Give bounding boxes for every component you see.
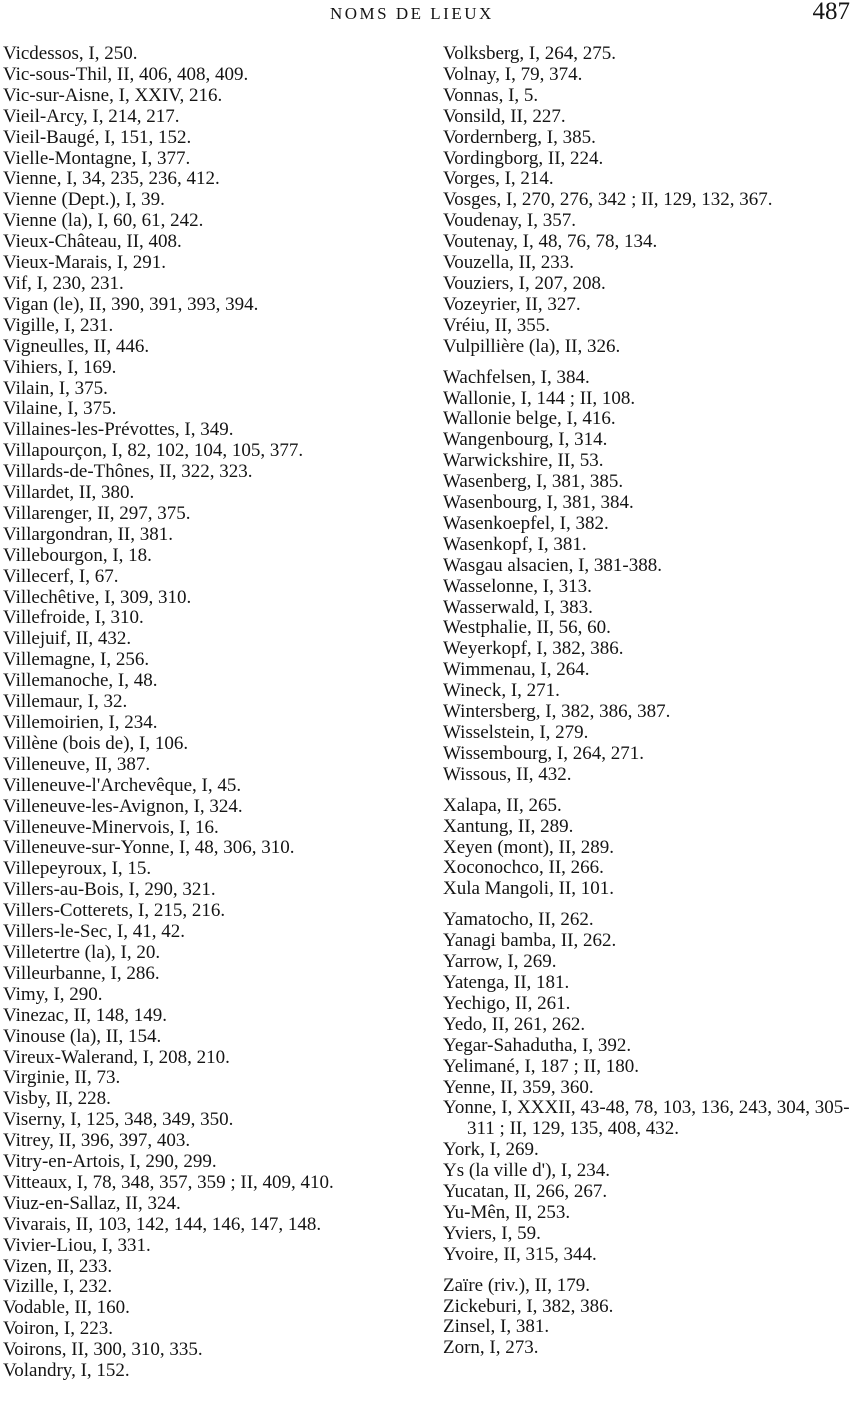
index-entry: Wasenkopf, I, 381. <box>443 533 587 555</box>
index-entry: Villeneuve-Minervois, I, 16. <box>3 816 219 838</box>
index-entry: Yedo, II, 261, 262. <box>443 1013 586 1035</box>
index-entry: Wangenbourg, I, 314. <box>443 429 608 451</box>
index-entry: Wisselstein, I, 279. <box>443 722 589 743</box>
index-entry: Villechêtive, I, 309, 310. <box>3 586 192 608</box>
page-number: 487 <box>812 0 850 25</box>
index-entry: Villejuif, II, 432. <box>3 628 132 650</box>
index-entry: Volnay, I, 79, 374. <box>443 63 583 85</box>
index-entry: Vivier-Liou, I, 331. <box>3 1234 151 1256</box>
index-entry: Vitry-en-Artois, I, 290, 299. <box>3 1151 217 1173</box>
index-entry: Villeneuve-l'Archevêque, I, 45. <box>3 774 242 796</box>
index-entry: Villeneuve, II, 387. <box>3 753 151 775</box>
index-entry: Vilain, I, 375. <box>3 377 108 399</box>
index-entry: Villène (bois de), I, 106. <box>3 732 189 754</box>
index-entry: Villers-Cotterets, I, 215, 216. <box>3 900 226 922</box>
index-entry: Vieil-Baugé, I, 151, 152. <box>3 126 192 148</box>
index-entry: Vif, I, 230, 231. <box>3 272 124 294</box>
index-entry: Wallonie belge, I, 416. <box>443 408 616 430</box>
index-entry: Wimmenau, I, 264. <box>443 659 590 681</box>
index-entry: Vic-sur-Aisne, I, XXIV, 216. <box>3 84 223 106</box>
index-entry: Yarrow, I, 269. <box>443 951 557 973</box>
index-entry: York, I, 269. <box>443 1139 539 1161</box>
index-entry: Vireux-Walerand, I, 208, 210. <box>3 1046 230 1068</box>
index-entry: Vorges, I, 214. <box>443 168 554 190</box>
index-entry: Vordernberg, I, 385. <box>443 126 596 148</box>
index-entry: Villapourçon, I, 82, 102, 104, 105, 377. <box>3 440 304 462</box>
index-entry: Vienne, I, 34, 235, 236, 412. <box>3 168 220 190</box>
index-entry: Xula Mangoli, II, 101. <box>443 878 614 900</box>
index-entry: Vilaine, I, 375. <box>3 398 117 420</box>
index-entry: Wachfelsen, I, 384. <box>443 366 590 388</box>
index-entry: Vigneulles, II, 446. <box>3 335 150 357</box>
index-entry: Villefroide, I, 310. <box>3 607 144 629</box>
index-entry: Ys (la ville d'), I, 234. <box>443 1160 611 1182</box>
index-entry: Yenne, II, 359, 360. <box>443 1076 594 1098</box>
index-entry: Vizille, I, 232. <box>3 1276 113 1298</box>
index-entry: Villargondran, II, 381. <box>3 523 173 545</box>
index-entry: Vonnas, I, 5. <box>443 84 539 106</box>
index-entry: Wasenbourg, I, 381, 384. <box>443 492 634 514</box>
index-entry: Villers-au-Bois, I, 290, 321. <box>3 879 216 901</box>
index-entry: Villers-le-Sec, I, 41, 42. <box>3 921 185 943</box>
index-entry: Villemagne, I, 256. <box>3 649 150 671</box>
index-entry: Vitrey, II, 396, 397, 403. <box>3 1130 191 1152</box>
index-entry: Yanagi bamba, II, 262. <box>443 930 617 952</box>
running-head: NOMS DE LIEUX <box>330 4 494 23</box>
index-entry: Wasselonne, I, 313. <box>443 575 592 597</box>
index-entry: Vivarais, II, 103, 142, 144, 146, 147, 148. <box>3 1213 322 1235</box>
index-entry: Yechigo, II, 261. <box>443 992 571 1014</box>
index-entry: Vieux-Marais, I, 291. <box>3 252 166 274</box>
index-entry: Vihiers, I, 169. <box>3 356 117 378</box>
index-entry: Voudenay, I, 357. <box>443 210 576 232</box>
index-entry: Wineck, I, 271. <box>443 680 560 702</box>
index-column-left <box>3 44 428 1382</box>
index-entry: Vosges, I, 270, 276, 342 ; II, 129, 132, 367. <box>443 189 773 211</box>
index-entry: Vizen, II, 233. <box>3 1255 113 1277</box>
index-entry: Vigille, I, 231. <box>3 314 114 336</box>
index-entry: Villards-de-Thônes, II, 322, 323. <box>3 461 253 483</box>
index-entry: Vielle-Montagne, I, 377. <box>3 147 191 169</box>
index-entry: Villemanoche, I, 48. <box>3 670 158 692</box>
index-entry: Vienne (la), I, 60, 61, 242. <box>3 210 204 232</box>
index-entry: Vimy, I, 290. <box>3 983 103 1005</box>
index-entry: Zickeburi, I, 382, 386. <box>443 1295 614 1317</box>
index-entry: Virginie, II, 73. <box>3 1067 121 1089</box>
index-entry: Villeneuve-sur-Yonne, I, 48, 306, 310. <box>3 837 295 859</box>
index-entry: Vitteaux, I, 78, 348, 357, 359 ; II, 409, 410. <box>3 1171 334 1193</box>
index-entry: Wallonie, I, 144 ; II, 108. <box>443 387 636 409</box>
index-entry: Vienne (Dept.), I, 39. <box>3 189 165 211</box>
index-entry: Vieux-Château, II, 408. <box>3 231 182 253</box>
index-entry: Vouzella, II, 233. <box>443 252 575 274</box>
index-entry: Vréiu, II, 355. <box>443 314 551 336</box>
index-entry: Villecerf, I, 67. <box>3 565 119 587</box>
index-entry: Yonne, I, XXXII, 43-48, 78, 103, 136, 243, 304, 305-311 ; II, 129, 135, 408, 432. <box>443 1097 850 1140</box>
index-entry: Volandry, I, 152. <box>3 1360 130 1382</box>
index-entry: Wissembourg, I, 264, 271. <box>443 742 645 764</box>
index-entry: Villeneuve-les-Avignon, I, 324. <box>3 795 243 817</box>
index-entry: Zorn, I, 273. <box>443 1337 539 1359</box>
index-entry: Vozeyrier, II, 327. <box>443 293 581 315</box>
index-entry: Viserny, I, 125, 348, 349, 350. <box>3 1109 234 1131</box>
index-entry: Visby, II, 228. <box>3 1088 111 1110</box>
index-entry: Villardet, II, 380. <box>3 482 135 504</box>
index-entry: Vinouse (la), II, 154. <box>3 1025 162 1047</box>
index-entry: Xantung, II, 289. <box>443 815 574 837</box>
index-column-right <box>443 44 856 1359</box>
index-entry: Vieil-Arcy, I, 214, 217. <box>3 105 180 127</box>
index-entry: Voirons, II, 300, 310, 335. <box>3 1339 203 1361</box>
index-entry: Wasenkoepfel, I, 382. <box>443 512 609 534</box>
index-entry: Vicdessos, I, 250. <box>3 43 138 64</box>
index-entry: Villebourgon, I, 18. <box>3 544 152 566</box>
index-entry: Vouziers, I, 207, 208. <box>443 272 606 294</box>
index-entry: Vulpillière (la), II, 326. <box>443 335 621 357</box>
index-entry: Voiron, I, 223. <box>3 1318 113 1340</box>
index-entry: Warwickshire, II, 53. <box>443 450 604 472</box>
index-entry: Yegar-Sahadutha, I, 392. <box>443 1034 632 1056</box>
index-entry: Vodable, II, 160. <box>3 1297 130 1319</box>
index-entry: Weyerkopf, I, 382, 386. <box>443 638 624 660</box>
index-entry: Villepeyroux, I, 15. <box>3 858 152 880</box>
index-entry: Villetertre (la), I, 20. <box>3 941 161 963</box>
index-entry: Villaines-les-Prévottes, I, 349. <box>3 419 234 441</box>
index-entry: Yviers, I, 59. <box>443 1222 541 1244</box>
index-entry: Vic-sous-Thil, II, 406, 408, 409. <box>3 63 249 85</box>
index-entry: Zinsel, I, 381. <box>443 1316 550 1338</box>
index-entry: Wasenberg, I, 381, 385. <box>443 471 624 493</box>
index-entry: Villemaur, I, 32. <box>3 691 128 713</box>
index-entry: Vordingborg, II, 224. <box>443 147 604 169</box>
index-entry: Xalapa, II, 265. <box>443 794 562 816</box>
index-entry: Yatenga, II, 181. <box>443 971 570 993</box>
index-entry: Vinezac, II, 148, 149. <box>3 1004 167 1026</box>
index-entry: Voutenay, I, 48, 76, 78, 134. <box>443 231 658 253</box>
index-entry: Yucatan, II, 266, 267. <box>443 1181 608 1203</box>
index-entry: Villemoirien, I, 234. <box>3 712 158 733</box>
index-entry: Westphalie, II, 56, 60. <box>443 617 611 639</box>
index-entry: Wintersberg, I, 382, 386, 387. <box>443 701 671 723</box>
index-entry: Volksberg, I, 264, 275. <box>443 43 616 64</box>
index-entry: Vigan (le), II, 390, 391, 393, 394. <box>3 293 259 315</box>
index-entry: Yelimané, I, 187 ; II, 180. <box>443 1055 639 1077</box>
index-entry: Vonsild, II, 227. <box>443 105 566 127</box>
index-entry: Villeurbanne, I, 286. <box>3 962 160 984</box>
index-entry: Yamatocho, II, 262. <box>443 909 594 931</box>
index-entry: Viuz-en-Sallaz, II, 324. <box>3 1192 181 1214</box>
index-entry: Wasserwald, I, 383. <box>443 596 593 618</box>
index-entry: Villarenger, II, 297, 375. <box>3 502 191 524</box>
index-entry: Yvoire, II, 315, 344. <box>443 1243 597 1265</box>
index-entry: Yu-Mên, II, 253. <box>443 1201 571 1223</box>
index-entry: Xoconochco, II, 266. <box>443 857 604 879</box>
index-entry: Wasgau alsacien, I, 381-388. <box>443 554 663 576</box>
index-entry: Xeyen (mont), II, 289. <box>443 836 614 858</box>
index-entry: Zaïre (riv.), II, 179. <box>443 1274 591 1296</box>
index-entry: Wissous, II, 432. <box>443 763 572 785</box>
